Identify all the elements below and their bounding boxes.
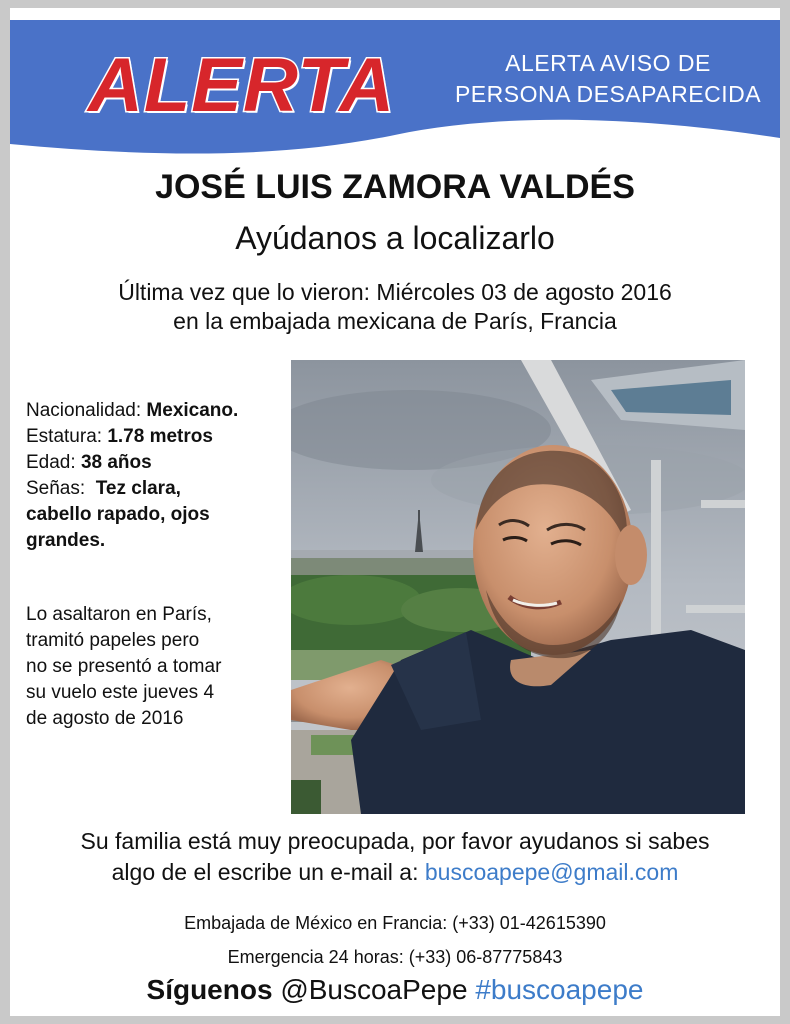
missing-person-poster [10, 8, 780, 1016]
marks-row-3 [26, 528, 298, 554]
marks-value-3: grandes. [26, 530, 106, 551]
incident-description [26, 602, 298, 732]
marks-value-1: Tez clara, [95, 478, 181, 499]
banner-subtitle [438, 48, 778, 110]
nationality-label: Nacionalidad: [26, 400, 142, 421]
help-heading: Ayúdanos a localizarlo [235, 220, 555, 256]
story-line: no se presentó a tomar [26, 656, 222, 677]
age-value: 38 años [80, 452, 152, 473]
appeal-line2 [10, 857, 780, 888]
follow-label: Síguenos [146, 974, 273, 1005]
person-name: JOSÉ LUIS ZAMORA VALDÉS [155, 168, 635, 206]
alert-title: ALERTA [88, 43, 396, 128]
story-line: tramitó papeles pero [26, 630, 200, 651]
marks-label: Señas: [26, 478, 86, 499]
marks-value-2: cabello rapado, ojos [26, 504, 210, 525]
person-photo [291, 360, 745, 814]
appeal-line1: Su familia está muy preocupada, por favor ayudanos si sabes [80, 828, 710, 854]
age-row [26, 450, 298, 476]
story-line: de agosto de 2016 [26, 708, 184, 729]
social-handle[interactable]: @BuscoaPepe [280, 974, 468, 1005]
contact-email-link[interactable]: buscoapepe@gmail.com [424, 859, 679, 885]
marks-row-2 [26, 502, 298, 528]
contact-numbers [10, 906, 780, 974]
height-row [26, 424, 298, 450]
banner-subtitle-line2: PERSONA DESAPARECIDA [454, 81, 762, 107]
alert-banner [10, 20, 780, 160]
marks-row [26, 476, 298, 502]
embassy-phone: Embajada de México en Francia: (+33) 01-42615390 [184, 913, 606, 933]
family-appeal [10, 826, 780, 888]
photo-illustration [291, 360, 745, 814]
person-details [26, 398, 298, 554]
age-label: Edad: [26, 452, 76, 473]
last-seen [10, 278, 780, 336]
story-line: Lo asaltaron en París, [26, 604, 212, 625]
last-seen-date: Última vez que lo vieron: Miércoles 03 de agosto 2016 [118, 279, 672, 305]
story-line: su vuelo este jueves 4 [26, 682, 215, 703]
emergency-phone: Emergencia 24 horas: (+33) 06-87775843 [227, 947, 563, 967]
hashtag[interactable]: #buscoapepe [475, 974, 644, 1005]
appeal-line2-text: algo de el escribe un e-mail a: [111, 859, 419, 885]
nationality-row [26, 398, 298, 424]
height-label: Estatura: [26, 426, 103, 447]
banner-subtitle-line1: ALERTA AVISO DE [505, 50, 711, 76]
last-seen-place: en la embajada mexicana de París, Francia [173, 308, 617, 334]
follow-line [10, 974, 780, 1006]
nationality-value: Mexicano. [146, 400, 239, 421]
height-value: 1.78 metros [107, 426, 213, 447]
